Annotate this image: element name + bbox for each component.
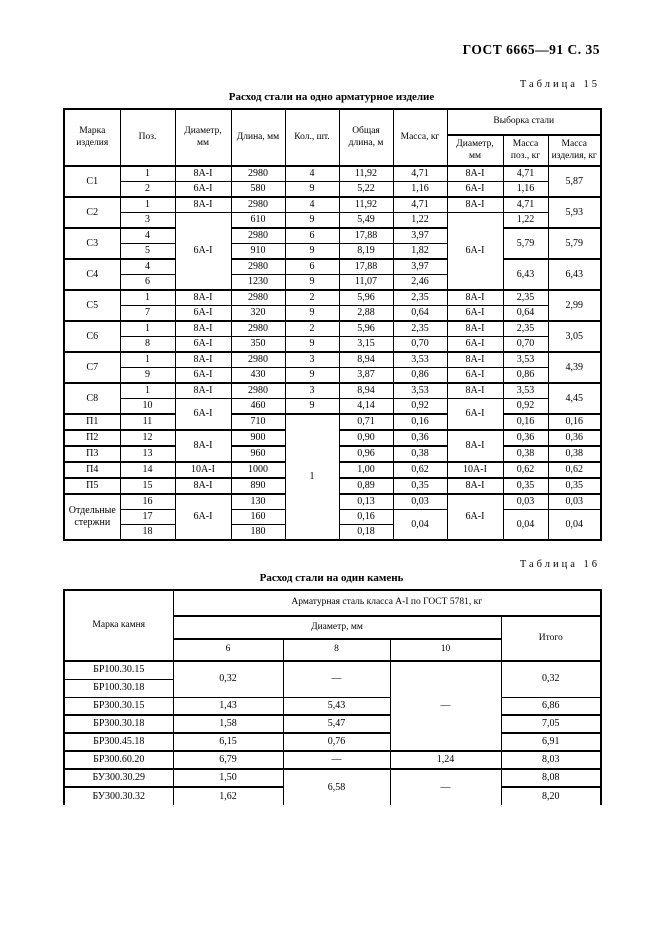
- table-cell: 12: [120, 430, 175, 446]
- table-row: [64, 306, 601, 322]
- header-cell: Марка изделия: [64, 109, 120, 166]
- table-row: [64, 368, 601, 384]
- table-cell: С2: [64, 197, 120, 228]
- table-cell: 6,86: [501, 697, 601, 715]
- table-cell: 6: [285, 259, 339, 275]
- header-row: [64, 109, 601, 135]
- header-cell: 10: [390, 639, 501, 661]
- table-cell: 8А-I: [175, 290, 231, 306]
- table-cell: С5: [64, 290, 120, 321]
- table-cell: 900: [231, 430, 285, 446]
- header-cell: Итого: [501, 616, 601, 661]
- table-15-title: Расход стали на одно арматурное изделие: [228, 91, 435, 103]
- table-cell: 0,86: [503, 368, 548, 384]
- table-cell: 8А-I: [175, 321, 231, 337]
- table-cell: 0,90: [339, 430, 393, 446]
- table-cell: 0,35: [393, 478, 447, 494]
- table-cell: 1,82: [393, 244, 447, 260]
- table-cell: 3: [285, 383, 339, 399]
- table-cell: 2,88: [339, 306, 393, 322]
- table-cell: 8А-I: [175, 197, 231, 213]
- table-cell: 1: [120, 290, 175, 306]
- table-cell: 0,62: [503, 462, 548, 478]
- table-cell: 1,16: [393, 182, 447, 198]
- table-cell: С7: [64, 352, 120, 383]
- table-cell: 320: [231, 306, 285, 322]
- table-cell: 0,86: [393, 368, 447, 384]
- table-cell: 7: [120, 306, 175, 322]
- table-cell: 6А-I: [447, 306, 503, 322]
- table-cell: 1,00: [339, 462, 393, 478]
- table-cell: 8,94: [339, 352, 393, 368]
- table-cell: 0,70: [393, 337, 447, 353]
- table-cell: 910: [231, 244, 285, 260]
- table-cell: 0,38: [503, 446, 548, 462]
- table-cell: 0,04: [503, 510, 548, 541]
- table-cell: 9: [285, 399, 339, 415]
- header-cell: Диаметр, мм: [175, 109, 231, 166]
- table-cell: 460: [231, 399, 285, 415]
- table-cell: П4: [64, 462, 120, 478]
- table-cell: 6А-I: [175, 306, 231, 322]
- table-cell: 6А-I: [175, 399, 231, 431]
- table-cell: 9: [120, 368, 175, 384]
- table-cell: 1: [120, 166, 175, 182]
- table-row: [64, 352, 601, 368]
- table-cell: 0,03: [548, 494, 601, 510]
- table-cell: 5,96: [339, 321, 393, 337]
- table-cell: 8А-I: [175, 383, 231, 399]
- table-cell: 0,71: [339, 414, 393, 430]
- table-cell: 5,96: [339, 290, 393, 306]
- table-cell: 6А-I: [447, 494, 503, 540]
- table-cell: 1: [120, 197, 175, 213]
- table-15-label: Таблица 15: [519, 79, 600, 90]
- table-cell: 8: [120, 337, 175, 353]
- table-cell: 2,46: [393, 275, 447, 291]
- header-row: [64, 590, 601, 616]
- table-cell: 0,36: [393, 430, 447, 446]
- header-cell: 6: [173, 639, 283, 661]
- table-cell: 1,62: [173, 787, 283, 805]
- table-row: [64, 182, 601, 198]
- table-cell: 8А-I: [175, 430, 231, 462]
- table-cell: 0,70: [503, 337, 548, 353]
- table-cell: 350: [231, 337, 285, 353]
- table-cell: 2980: [231, 352, 285, 368]
- table-cell: 0,92: [503, 399, 548, 415]
- table-cell: С6: [64, 321, 120, 352]
- table-cell: 1,24: [390, 751, 501, 769]
- table-cell: 2980: [231, 321, 285, 337]
- table-cell: БУ300.30.29: [64, 769, 173, 787]
- table-cell: 5,49: [339, 213, 393, 229]
- table-cell: 3: [285, 352, 339, 368]
- table-cell: 3,97: [393, 228, 447, 244]
- table-cell: 2980: [231, 228, 285, 244]
- table-16-label: Таблица 16: [519, 559, 600, 570]
- table-cell: БУ300.30.32: [64, 787, 173, 805]
- table-cell: 9: [285, 306, 339, 322]
- table-cell: 0,38: [393, 446, 447, 462]
- table-cell: 8А-I: [175, 166, 231, 182]
- table-cell: 3,53: [503, 383, 548, 399]
- table-row: [64, 661, 601, 679]
- table-cell: 8А-I: [447, 383, 503, 399]
- table-cell: 8А-I: [447, 197, 503, 213]
- table-cell: 1230: [231, 275, 285, 291]
- table-row: [64, 290, 601, 306]
- table-cell: 8,03: [501, 751, 601, 769]
- table-cell: П3: [64, 446, 120, 462]
- table-cell: 5,22: [339, 182, 393, 198]
- table-cell: 0,62: [548, 462, 601, 478]
- table-cell: 1: [120, 383, 175, 399]
- table-cell: 9: [285, 244, 339, 260]
- table-cell: 6: [120, 275, 175, 291]
- table-cell: 8,19: [339, 244, 393, 260]
- table-cell: 0,96: [339, 446, 393, 462]
- table-cell: 4,71: [503, 197, 548, 213]
- table-cell: 3,53: [393, 383, 447, 399]
- table-cell: 2980: [231, 197, 285, 213]
- table-cell: 3,53: [393, 352, 447, 368]
- table-cell: 8А-I: [447, 352, 503, 368]
- table-cell: Отдельные стержни: [64, 494, 120, 540]
- table-cell: 5,79: [503, 228, 548, 259]
- table-cell: 0,16: [339, 510, 393, 525]
- table-cell: 9: [285, 368, 339, 384]
- table-cell: 6А-I: [175, 337, 231, 353]
- table-cell: 0,16: [393, 414, 447, 430]
- table-row: [64, 213, 601, 229]
- header-cell: Масса, кг: [393, 109, 447, 166]
- table-cell: 2,35: [393, 321, 447, 337]
- table-cell: 0,35: [548, 478, 601, 494]
- table-cell: 0,38: [548, 446, 601, 462]
- table-cell: 4: [285, 166, 339, 182]
- table-cell: 580: [231, 182, 285, 198]
- table-cell: 6А-I: [175, 494, 231, 540]
- table-cell: 17,88: [339, 228, 393, 244]
- header-cell: 8: [283, 639, 390, 661]
- table-cell: 4,39: [548, 352, 601, 383]
- table-cell: 0,35: [503, 478, 548, 494]
- table-cell: 0,92: [393, 399, 447, 415]
- table-cell: 10А-I: [175, 462, 231, 478]
- header-cell: Масса поз., кг: [503, 135, 548, 166]
- table-cell: 17,88: [339, 259, 393, 275]
- table-cell: 8А-I: [447, 290, 503, 306]
- table-cell: —: [283, 661, 390, 697]
- table-16-title: Расход стали на один камень: [259, 572, 404, 584]
- table-row: [64, 697, 601, 715]
- table-cell: 17: [120, 510, 175, 525]
- table-cell: 0,13: [339, 494, 393, 510]
- table-cell: 0,76: [283, 733, 390, 751]
- table-cell: 10А-I: [447, 462, 503, 478]
- table-cell: 6,58: [283, 769, 390, 805]
- table-cell: 1: [285, 414, 339, 540]
- table-cell: 5: [120, 244, 175, 260]
- table-cell: С4: [64, 259, 120, 290]
- header-cell: Арматурная сталь класса А-I по ГОСТ 5781, кг: [173, 590, 601, 616]
- table-cell: 6А-I: [447, 182, 503, 198]
- table-cell: 0,03: [393, 494, 447, 510]
- table-cell: 0,89: [339, 478, 393, 494]
- table-cell: 2980: [231, 290, 285, 306]
- table-cell: 0,36: [503, 430, 548, 446]
- table-cell: 10: [120, 399, 175, 415]
- table-cell: 710: [231, 414, 285, 430]
- header-cell: Общая длина, м: [339, 109, 393, 166]
- table-row: [64, 228, 601, 244]
- table-cell: 430: [231, 368, 285, 384]
- gost-document-header: ГОСТ 6665—91 С. 35: [462, 42, 600, 57]
- steel-consumption-per-item-table: [63, 108, 602, 541]
- table-cell: 11: [120, 414, 175, 430]
- table-cell: 18: [120, 525, 175, 541]
- table-cell: 0,62: [393, 462, 447, 478]
- table-cell: 0,03: [503, 494, 548, 510]
- table-row: [64, 197, 601, 213]
- table-cell: 6А-I: [447, 337, 503, 353]
- table-cell: 6А-I: [175, 213, 231, 291]
- table-cell: 9: [285, 213, 339, 229]
- table-cell: 5,93: [548, 197, 601, 228]
- table-cell: 180: [231, 525, 285, 541]
- table-cell: П2: [64, 430, 120, 446]
- header-cell: Поз.: [120, 109, 175, 166]
- table-cell: 3: [120, 213, 175, 229]
- header-cell: Выборка стали: [447, 109, 601, 135]
- table-cell: 9: [285, 182, 339, 198]
- table-cell: БР300.30.18: [64, 715, 173, 733]
- table-row: [64, 733, 601, 751]
- table-row: [64, 414, 601, 430]
- table-cell: 1,43: [173, 697, 283, 715]
- table-cell: 3,05: [548, 321, 601, 352]
- table-cell: 6,15: [173, 733, 283, 751]
- table-cell: 11,92: [339, 166, 393, 182]
- table-cell: —: [390, 769, 501, 805]
- table-cell: 0,04: [548, 510, 601, 541]
- table-cell: 1: [120, 321, 175, 337]
- table-cell: 0,16: [548, 414, 601, 430]
- table-cell: БР100.30.15: [64, 661, 173, 679]
- table-cell: 2,99: [548, 290, 601, 321]
- table-cell: 1000: [231, 462, 285, 478]
- table-cell: 1,58: [173, 715, 283, 733]
- table-cell: 16: [120, 494, 175, 510]
- table-cell: 6А-I: [447, 368, 503, 384]
- table-cell: 2,35: [503, 321, 548, 337]
- table-cell: БР300.45.18: [64, 733, 173, 751]
- table-cell: БР300.30.15: [64, 697, 173, 715]
- table-cell: 6А-I: [175, 182, 231, 198]
- table-cell: 8А-I: [447, 166, 503, 182]
- table-cell: 4: [285, 197, 339, 213]
- table-cell: 1,22: [503, 213, 548, 229]
- table-cell: 2: [120, 182, 175, 198]
- table-row: [64, 337, 601, 353]
- table-cell: 6А-I: [447, 213, 503, 291]
- table-cell: 8,08: [501, 769, 601, 787]
- table-row: [64, 399, 601, 415]
- header-cell: Масса изделия, кг: [548, 135, 601, 166]
- table-cell: 8,94: [339, 383, 393, 399]
- table-cell: 3,97: [393, 259, 447, 275]
- table-row: [64, 321, 601, 337]
- table-cell: 0,32: [173, 661, 283, 697]
- table-cell: 8,20: [501, 787, 601, 805]
- table-cell: 4,71: [393, 197, 447, 213]
- table-cell: 6,43: [503, 259, 548, 290]
- table-cell: 13: [120, 446, 175, 462]
- table-cell: 8А-I: [447, 478, 503, 494]
- table-cell: 960: [231, 446, 285, 462]
- table-cell: 2: [285, 290, 339, 306]
- header-cell: Диаметр, мм: [173, 616, 501, 639]
- table-cell: 5,47: [283, 715, 390, 733]
- table-cell: П5: [64, 478, 120, 494]
- table-cell: 3,87: [339, 368, 393, 384]
- table-cell: 0,16: [503, 414, 548, 430]
- table-cell: 0,32: [501, 661, 601, 697]
- table-cell: 0,64: [393, 306, 447, 322]
- table-row: [64, 751, 601, 769]
- table-cell: 1,50: [173, 769, 283, 787]
- table-cell: 4: [120, 259, 175, 275]
- header-cell: Марка камня: [64, 590, 173, 661]
- table-cell: 8А-I: [447, 430, 503, 462]
- table-cell: 6А-I: [447, 399, 503, 431]
- table-cell: 0,18: [339, 525, 393, 541]
- table-cell: 4,71: [393, 166, 447, 182]
- table-cell: 11,92: [339, 197, 393, 213]
- table-cell: 2980: [231, 259, 285, 275]
- table-cell: 1,16: [503, 182, 548, 198]
- table-cell: 8А-I: [447, 321, 503, 337]
- table-cell: 4,71: [503, 166, 548, 182]
- table-cell: 14: [120, 462, 175, 478]
- table-cell: 2: [285, 321, 339, 337]
- table-cell: БР300.60.20: [64, 751, 173, 769]
- header-cell: Длина, мм: [231, 109, 285, 166]
- table-row: [64, 166, 601, 182]
- table-cell: 3,15: [339, 337, 393, 353]
- table-cell: 6,79: [173, 751, 283, 769]
- table-cell: 6,91: [501, 733, 601, 751]
- steel-consumption-per-stone-table: [63, 589, 602, 805]
- table-cell: 8А-I: [175, 478, 231, 494]
- table-cell: 15: [120, 478, 175, 494]
- table-cell: 130: [231, 494, 285, 510]
- table-cell: 4,14: [339, 399, 393, 415]
- table-cell: 6А-I: [175, 368, 231, 384]
- table-cell: 5,43: [283, 697, 390, 715]
- table-cell: 9: [285, 337, 339, 353]
- table-cell: С1: [64, 166, 120, 197]
- header-cell: Диаметр, мм: [447, 135, 503, 166]
- table-cell: 6: [285, 228, 339, 244]
- table-cell: 0,64: [503, 306, 548, 322]
- table-cell: 2,35: [503, 290, 548, 306]
- table-cell: 2980: [231, 166, 285, 182]
- table-cell: 8А-I: [175, 352, 231, 368]
- table-row: [64, 259, 601, 275]
- table-cell: 4: [120, 228, 175, 244]
- table-cell: 5,79: [548, 228, 601, 259]
- table-cell: 890: [231, 478, 285, 494]
- table-cell: 11,07: [339, 275, 393, 291]
- table-cell: 0,36: [548, 430, 601, 446]
- table-cell: —: [390, 661, 501, 751]
- table-cell: 2980: [231, 383, 285, 399]
- table-cell: С3: [64, 228, 120, 259]
- table-cell: 1: [120, 352, 175, 368]
- table-row: [64, 769, 601, 787]
- table-row: [64, 383, 601, 399]
- table-cell: 9: [285, 275, 339, 291]
- header-cell: Кол., шт.: [285, 109, 339, 166]
- table-row: [64, 715, 601, 733]
- table-cell: —: [283, 751, 390, 769]
- table-cell: 4,45: [548, 383, 601, 414]
- table-cell: 3,53: [503, 352, 548, 368]
- table-cell: 1,22: [393, 213, 447, 229]
- table-cell: П1: [64, 414, 120, 430]
- table-cell: 0,04: [393, 510, 447, 541]
- table-cell: 5,87: [548, 166, 601, 197]
- table-cell: 6,43: [548, 259, 601, 290]
- table-cell: 7,05: [501, 715, 601, 733]
- table-cell: БР100.30.18: [64, 679, 173, 697]
- table-cell: 160: [231, 510, 285, 525]
- table-cell: 610: [231, 213, 285, 229]
- table-cell: С8: [64, 383, 120, 414]
- table-cell: 2,35: [393, 290, 447, 306]
